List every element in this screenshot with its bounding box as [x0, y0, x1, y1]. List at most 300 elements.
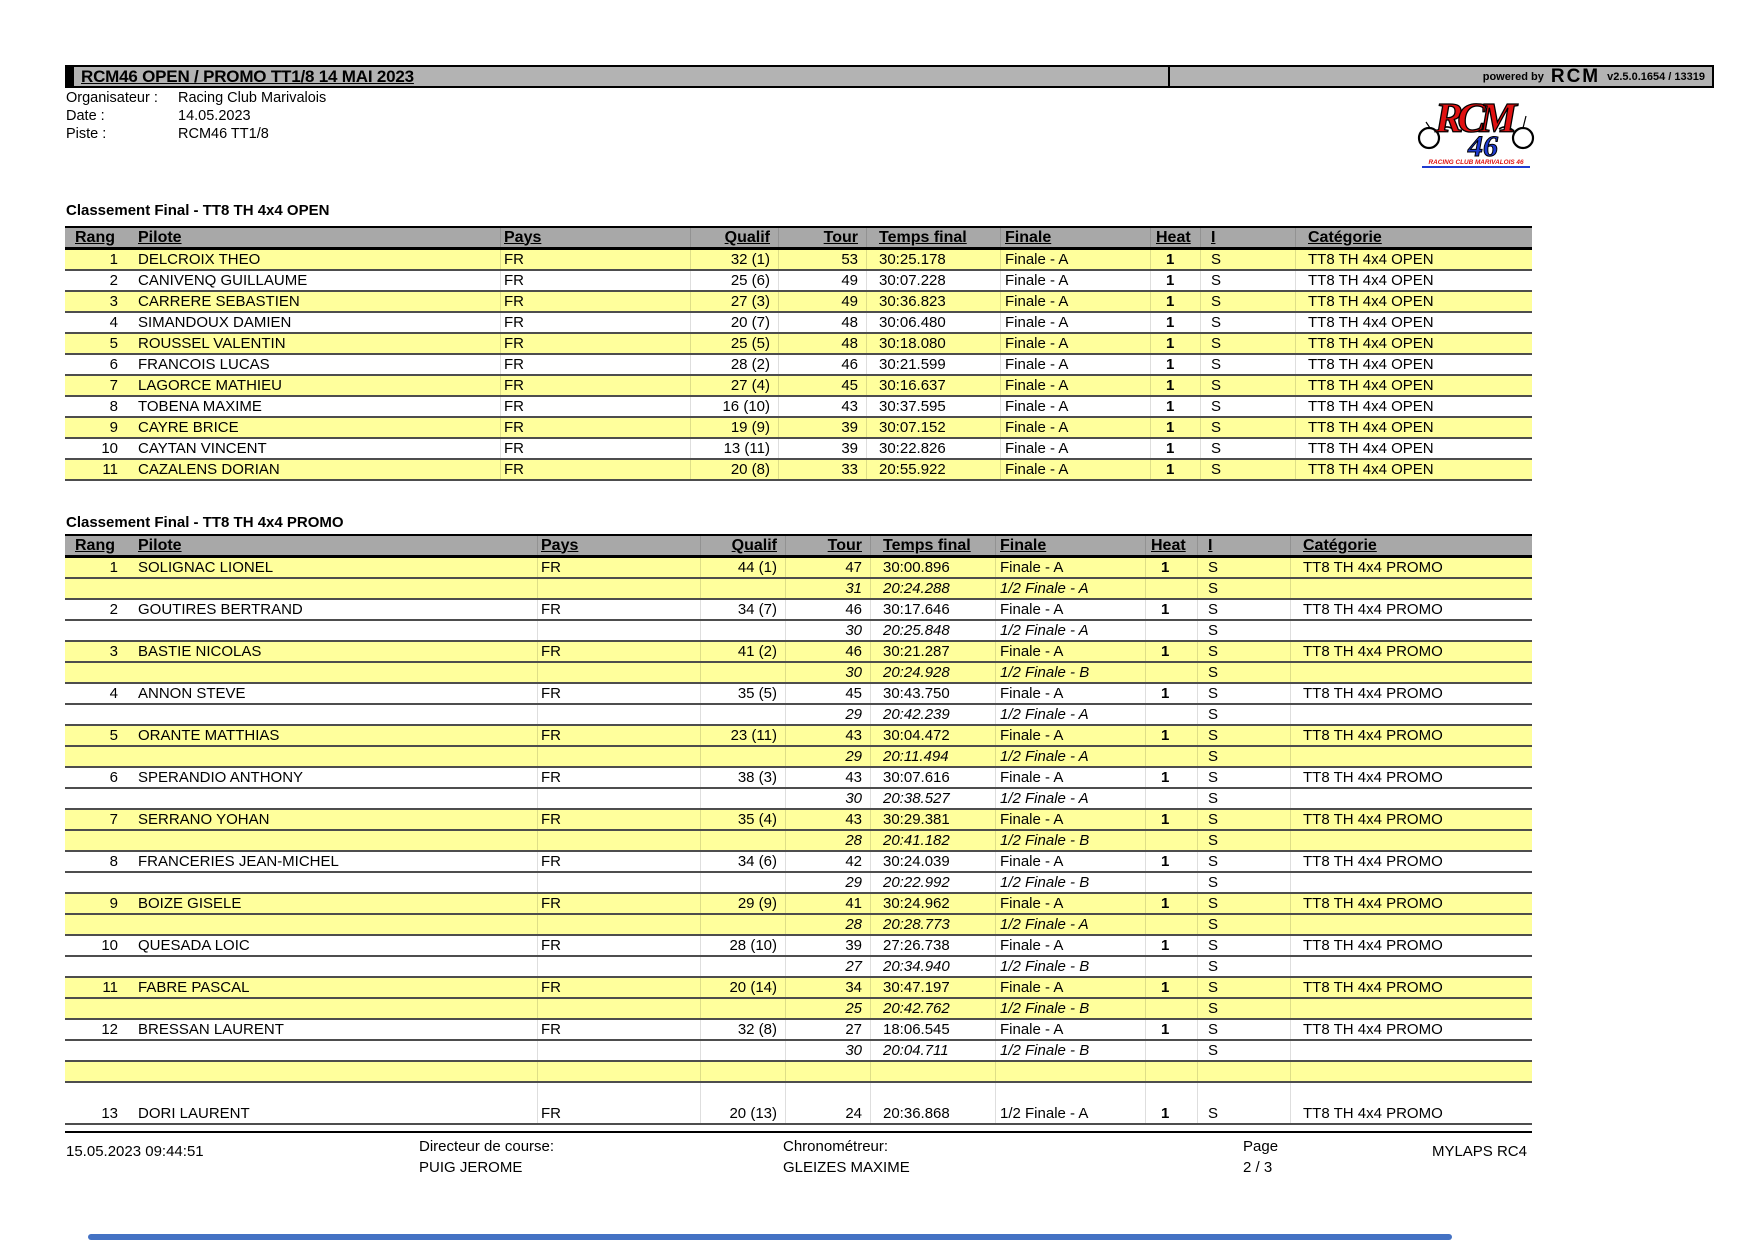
cell-tour: 39 [785, 936, 870, 955]
organizer-label: Organisateur : [66, 90, 158, 106]
track-row [66, 125, 326, 143]
date-label: Date : [66, 108, 105, 124]
cell-cat [1290, 789, 1532, 808]
cell-pilote: SOLIGNAC LIONEL [138, 559, 274, 576]
cell-pays: FR [500, 334, 690, 353]
cell-pays: FR [537, 558, 700, 577]
cell-heat: 1 [1145, 810, 1197, 829]
cell-cat: TT8 TH 4x4 PROMO [1290, 726, 1532, 745]
cell-finale: Finale - A [995, 600, 1145, 619]
cell-tour: 30 [785, 789, 870, 808]
result-row [65, 313, 1532, 334]
cell-cat [1290, 621, 1532, 640]
column-header-heat: Heat [1145, 536, 1197, 555]
cell-pilote [127, 1062, 537, 1081]
cell-qualif: 27 (3) [690, 292, 778, 311]
cell-temps: 30:24.962 [870, 894, 995, 913]
empty-row [65, 1083, 1532, 1104]
cell-pilote: TOBENA MAXIME [138, 398, 262, 415]
cell-heat: 1 [1145, 894, 1197, 913]
cell-heat [1145, 705, 1197, 724]
rcm-brand: RCM [1550, 65, 1601, 87]
date-row [66, 107, 326, 125]
powered-by-label: powered by [1482, 70, 1544, 83]
cell-cat [1290, 873, 1532, 892]
cell-cat: TT8 TH 4x4 OPEN [1295, 334, 1532, 353]
cell-qualif: 32 (1) [690, 250, 778, 269]
cell-temps: 20:36.868 [870, 1104, 995, 1123]
cell-rang: 11 [102, 461, 118, 478]
cell-heat [1145, 579, 1197, 598]
cell-pays: FR [537, 936, 700, 955]
result-row [65, 621, 1532, 642]
cell-qualif: 20 (7) [690, 313, 778, 332]
cell-rang: 8 [109, 853, 118, 870]
cell-qualif: 44 (1) [700, 558, 785, 577]
result-row [65, 250, 1532, 271]
track-value: RCM46 TT1/8 [178, 126, 269, 142]
cell-pilote [127, 957, 537, 976]
cell-temps: 30:21.287 [870, 642, 995, 661]
timekeeper-block [783, 1136, 910, 1178]
cell-rang: 10 [101, 440, 118, 457]
cell-temps: 27:26.738 [870, 936, 995, 955]
cell-pilote: DORI LAURENT [138, 1105, 250, 1122]
cell-i: S [1197, 1104, 1290, 1123]
cell-tour: 45 [778, 376, 866, 395]
cell-heat [1145, 1041, 1197, 1060]
cell-qualif [700, 747, 785, 766]
cell-tour: 29 [785, 873, 870, 892]
cell-qualif [700, 789, 785, 808]
cell-pilote [127, 579, 537, 598]
cell-pilote: GOUTIRES BERTRAND [138, 601, 303, 618]
cell-tour: 34 [785, 978, 870, 997]
cell-cat: TT8 TH 4x4 PROMO [1290, 978, 1532, 997]
cell-pays: FR [537, 726, 700, 745]
cell-heat [1145, 831, 1197, 850]
cell-cat: TT8 TH 4x4 PROMO [1290, 1020, 1532, 1039]
cell-tour: 49 [778, 271, 866, 290]
cell-finale: Finale - A [995, 1020, 1145, 1039]
cell-rang: 9 [109, 419, 118, 436]
cell-qualif [700, 915, 785, 934]
race-director-label: Directeur de course: [419, 1138, 555, 1155]
cell-tour: 43 [778, 397, 866, 416]
cell-heat: 1 [1150, 418, 1200, 437]
cell-rang [65, 579, 127, 598]
cell-i: S [1200, 397, 1295, 416]
cell-pilote: BASTIE NICOLAS [138, 643, 262, 660]
result-row [65, 292, 1532, 313]
cell-cat: TT8 TH 4x4 OPEN [1295, 292, 1532, 311]
cell-temps: 20:22.992 [870, 873, 995, 892]
rcm46-club-logo [1416, 86, 1536, 170]
column-header-cat: Catégorie [1295, 228, 1532, 247]
result-row [65, 789, 1532, 810]
cell-tour: 29 [785, 747, 870, 766]
cell-tour: 28 [785, 831, 870, 850]
cell-finale: 1/2 Finale - B [995, 1041, 1145, 1060]
cell-tour: 46 [785, 642, 870, 661]
cell-finale: 1/2 Finale - A [995, 621, 1145, 640]
cell-qualif: 13 (11) [690, 439, 778, 458]
cell-cat [1290, 957, 1532, 976]
result-row [65, 600, 1532, 621]
cell-rang [65, 1083, 127, 1104]
column-header-pilote: Pilote [138, 228, 182, 246]
cell-rang: 5 [109, 335, 118, 352]
cell-finale: Finale - A [1000, 460, 1150, 479]
cell-temps: 30:22.826 [866, 439, 1000, 458]
cell-finale: Finale - A [1000, 397, 1150, 416]
result-row [65, 957, 1532, 978]
cell-heat: 1 [1150, 292, 1200, 311]
cell-pays [537, 1083, 700, 1104]
cell-pays [537, 705, 700, 724]
cell-tour: 25 [785, 999, 870, 1018]
timekeeper-name: GLEIZES MAXIME [783, 1159, 910, 1176]
cell-tour: 27 [785, 957, 870, 976]
cell-pays: FR [537, 1020, 700, 1039]
cell-pays: FR [500, 250, 690, 269]
cell-rang: 12 [101, 1021, 118, 1038]
column-header-pilote: Pilote [138, 536, 182, 554]
logo-brand-text: RCM [1435, 96, 1517, 142]
cell-i: S [1197, 600, 1290, 619]
horizontal-scrollbar-thumb[interactable] [88, 1234, 1452, 1240]
cell-cat: TT8 TH 4x4 OPEN [1295, 418, 1532, 437]
cell-cat [1290, 999, 1532, 1018]
cell-finale: Finale - A [1000, 271, 1150, 290]
results-table-promo [65, 534, 1532, 1125]
column-header-pays: Pays [500, 228, 690, 247]
cell-finale: Finale - A [995, 894, 1145, 913]
cell-rang [65, 705, 127, 724]
cell-temps: 20:25.848 [870, 621, 995, 640]
cell-i [1197, 1062, 1290, 1081]
cell-finale: Finale - A [995, 978, 1145, 997]
cell-heat [1145, 747, 1197, 766]
cell-heat: 1 [1150, 250, 1200, 269]
cell-pays [537, 579, 700, 598]
cell-i: S [1197, 705, 1290, 724]
cell-temps: 30:07.616 [870, 768, 995, 787]
cell-tour: 30 [785, 621, 870, 640]
cell-i: S [1197, 558, 1290, 577]
cell-tour: 48 [778, 313, 866, 332]
cell-heat [1145, 999, 1197, 1018]
cell-pilote: SIMANDOUX DAMIEN [138, 314, 292, 331]
cell-temps: 30:47.197 [870, 978, 995, 997]
cell-tour: 30 [785, 663, 870, 682]
cell-tour: 42 [785, 852, 870, 871]
cell-finale: Finale - A [995, 558, 1145, 577]
cell-cat [1290, 747, 1532, 766]
cell-heat: 1 [1150, 439, 1200, 458]
footer-divider [65, 1131, 1532, 1133]
cell-rang [65, 621, 127, 640]
cell-finale: 1/2 Finale - A [995, 705, 1145, 724]
cell-cat [1290, 663, 1532, 682]
cell-tour: 46 [778, 355, 866, 374]
cell-rang [65, 999, 127, 1018]
cell-rang: 6 [109, 769, 118, 786]
cell-tour [785, 1062, 870, 1081]
column-header-finale: Finale [995, 536, 1145, 555]
cell-pilote [127, 789, 537, 808]
cell-finale: Finale - A [995, 936, 1145, 955]
cell-cat: TT8 TH 4x4 PROMO [1290, 558, 1532, 577]
cell-cat: TT8 TH 4x4 PROMO [1290, 894, 1532, 913]
cell-rang: 2 [109, 272, 118, 289]
organizer-row [66, 89, 326, 107]
cell-heat: 1 [1150, 313, 1200, 332]
cell-pays: FR [500, 439, 690, 458]
cell-pilote [127, 705, 537, 724]
cell-rang [65, 915, 127, 934]
cell-qualif [700, 663, 785, 682]
results-table-open [65, 226, 1532, 481]
cell-i: S [1200, 376, 1295, 395]
cell-heat: 1 [1150, 271, 1200, 290]
cell-i: S [1197, 1020, 1290, 1039]
cell-finale: Finale - A [1000, 313, 1150, 332]
column-header-tour: Tour [785, 536, 870, 555]
cell-finale: Finale - A [1000, 418, 1150, 437]
section-title-promo: Classement Final - TT8 TH 4x4 PROMO [66, 514, 344, 531]
cell-heat [1145, 915, 1197, 934]
cell-pays: FR [500, 271, 690, 290]
cell-rang: 6 [109, 356, 118, 373]
cell-qualif: 20 (8) [690, 460, 778, 479]
result-row [65, 558, 1532, 579]
result-row [65, 334, 1532, 355]
cell-heat: 1 [1150, 460, 1200, 479]
empty-row [65, 1062, 1532, 1083]
result-row [65, 418, 1532, 439]
cell-temps: 30:43.750 [870, 684, 995, 703]
cell-pays: FR [537, 768, 700, 787]
page-label: Page [1243, 1138, 1279, 1155]
cell-temps: 20:38.527 [870, 789, 995, 808]
result-row [65, 873, 1532, 894]
result-row [65, 397, 1532, 418]
cell-pays: FR [537, 642, 700, 661]
cell-rang [65, 873, 127, 892]
cell-temps: 20:11.494 [870, 747, 995, 766]
cell-finale: Finale - A [995, 642, 1145, 661]
cell-qualif: 35 (4) [700, 810, 785, 829]
page-number: 2 / 3 [1243, 1159, 1273, 1176]
cell-qualif: 34 (7) [700, 600, 785, 619]
mylaps-brand: MYLAPS RC4 [1431, 1143, 1527, 1160]
result-row [65, 663, 1532, 684]
cell-pays: FR [537, 1104, 700, 1123]
powered-by-block [1483, 67, 1705, 86]
cell-rang [65, 663, 127, 682]
column-header-i: I [1200, 228, 1295, 247]
cell-pilote [127, 1041, 537, 1060]
cell-i: S [1197, 999, 1290, 1018]
cell-cat: TT8 TH 4x4 OPEN [1295, 355, 1532, 374]
cell-pays: FR [500, 460, 690, 479]
cell-i: S [1200, 334, 1295, 353]
cell-qualif [700, 579, 785, 598]
cell-pilote [127, 999, 537, 1018]
cell-i: S [1197, 810, 1290, 829]
cell-finale: Finale - A [1000, 250, 1150, 269]
cell-finale: 1/2 Finale - B [995, 663, 1145, 682]
cell-i: S [1200, 250, 1295, 269]
cell-finale: Finale - A [995, 726, 1145, 745]
cell-heat: 1 [1145, 726, 1197, 745]
cell-i: S [1197, 873, 1290, 892]
cell-pilote: CAYTAN VINCENT [138, 440, 267, 457]
cell-finale [995, 1083, 1145, 1104]
cell-rang [65, 831, 127, 850]
cell-rang: 3 [109, 643, 118, 660]
cell-tour [785, 1083, 870, 1104]
cell-pilote: ANNON STEVE [138, 685, 246, 702]
cell-finale: Finale - A [1000, 439, 1150, 458]
cell-i: S [1197, 768, 1290, 787]
title-bar [65, 65, 1714, 88]
cell-temps [870, 1083, 995, 1104]
cell-qualif [700, 957, 785, 976]
cell-finale: 1/2 Finale - B [995, 873, 1145, 892]
column-header-temps: Temps final [866, 228, 1000, 247]
result-row [65, 376, 1532, 397]
cell-pilote: SERRANO YOHAN [138, 811, 270, 828]
cell-pilote [127, 873, 537, 892]
cell-i: S [1197, 831, 1290, 850]
cell-tour: 49 [778, 292, 866, 311]
cell-cat: TT8 TH 4x4 PROMO [1290, 852, 1532, 871]
cell-temps: 30:00.896 [870, 558, 995, 577]
cell-cat: TT8 TH 4x4 OPEN [1295, 439, 1532, 458]
organizer-value: Racing Club Marivalois [178, 90, 327, 106]
cell-finale: Finale - A [1000, 376, 1150, 395]
cell-cat [1290, 915, 1532, 934]
cell-qualif: 27 (4) [690, 376, 778, 395]
cell-pilote: LAGORCE MATHIEU [138, 377, 282, 394]
cell-pilote: BRESSAN LAURENT [138, 1021, 284, 1038]
cell-pays [537, 621, 700, 640]
cell-rang: 5 [109, 727, 118, 744]
cell-pilote: FRANCOIS LUCAS [138, 356, 270, 373]
result-row [65, 1104, 1532, 1125]
cell-pilote [127, 621, 537, 640]
cell-temps [870, 1062, 995, 1081]
cell-pilote [127, 663, 537, 682]
cell-cat: TT8 TH 4x4 PROMO [1290, 936, 1532, 955]
column-header-pays: Pays [537, 536, 700, 555]
cell-i: S [1197, 789, 1290, 808]
cell-heat: 1 [1150, 397, 1200, 416]
result-row [65, 1041, 1532, 1062]
cell-finale: Finale - A [1000, 292, 1150, 311]
cell-pays: FR [500, 418, 690, 437]
cell-finale [995, 1062, 1145, 1081]
section-title-open: Classement Final - TT8 TH 4x4 OPEN [66, 202, 330, 219]
cell-temps: 18:06.545 [870, 1020, 995, 1039]
cell-temps: 30:17.646 [870, 600, 995, 619]
logo-underline [1422, 166, 1530, 168]
cell-temps: 20:55.922 [866, 460, 1000, 479]
cell-pays [537, 1041, 700, 1060]
result-row [65, 936, 1532, 957]
cell-finale: 1/2 Finale - A [995, 789, 1145, 808]
cell-temps: 20:24.928 [870, 663, 995, 682]
cell-i: S [1197, 957, 1290, 976]
cell-heat [1145, 621, 1197, 640]
cell-finale: Finale - A [1000, 355, 1150, 374]
cell-i: S [1200, 355, 1295, 374]
column-header-heat: Heat [1150, 228, 1200, 247]
cell-finale: Finale - A [995, 768, 1145, 787]
cell-tour: 53 [778, 250, 866, 269]
cell-cat: TT8 TH 4x4 PROMO [1290, 810, 1532, 829]
cell-tour: 43 [785, 810, 870, 829]
cell-qualif: 19 (9) [690, 418, 778, 437]
cell-finale: 1/2 Finale - B [995, 999, 1145, 1018]
cell-heat: 1 [1145, 1104, 1197, 1123]
cell-i: S [1197, 1041, 1290, 1060]
cell-temps: 30:07.228 [866, 271, 1000, 290]
cell-i: S [1200, 292, 1295, 311]
cell-temps: 20:34.940 [870, 957, 995, 976]
result-row [65, 579, 1532, 600]
software-version: v2.5.0.1654 / 13319 [1607, 70, 1705, 83]
event-info [66, 89, 326, 143]
cell-tour: 45 [785, 684, 870, 703]
column-header-qualif: Qualif [700, 536, 785, 555]
cell-finale: 1/2 Finale - A [995, 579, 1145, 598]
cell-pilote: ORANTE MATTHIAS [138, 727, 280, 744]
cell-i: S [1197, 978, 1290, 997]
result-row [65, 915, 1532, 936]
cell-qualif: 41 (2) [700, 642, 785, 661]
result-row [65, 978, 1532, 999]
cell-i: S [1197, 936, 1290, 955]
cell-i [1197, 1083, 1290, 1104]
cell-pilote: CAZALENS DORIAN [138, 461, 280, 478]
cell-pilote: QUESADA LOIC [138, 937, 250, 954]
cell-pays [537, 915, 700, 934]
cell-i: S [1197, 894, 1290, 913]
cell-temps: 20:24.288 [870, 579, 995, 598]
cell-pilote: DELCROIX THEO [138, 251, 261, 268]
cell-qualif: 23 (11) [700, 726, 785, 745]
race-director-name: PUIG JEROME [419, 1159, 523, 1176]
cell-i: S [1197, 915, 1290, 934]
result-row [65, 894, 1532, 915]
column-header-finale: Finale [1000, 228, 1150, 247]
cell-cat [1290, 1041, 1532, 1060]
cell-temps: 30:16.637 [866, 376, 1000, 395]
cell-temps: 20:42.762 [870, 999, 995, 1018]
logo-caption-text: RACING CLUB MARIVALOIS 46 [1428, 159, 1524, 166]
result-row [65, 768, 1532, 789]
cell-cat: TT8 TH 4x4 PROMO [1290, 642, 1532, 661]
cell-cat [1290, 1062, 1532, 1081]
logo-number-text: 46 [1468, 130, 1498, 163]
cell-pays [537, 873, 700, 892]
cell-finale: 1/2 Finale - A [995, 915, 1145, 934]
cell-pays: FR [500, 292, 690, 311]
cell-pilote [127, 915, 537, 934]
